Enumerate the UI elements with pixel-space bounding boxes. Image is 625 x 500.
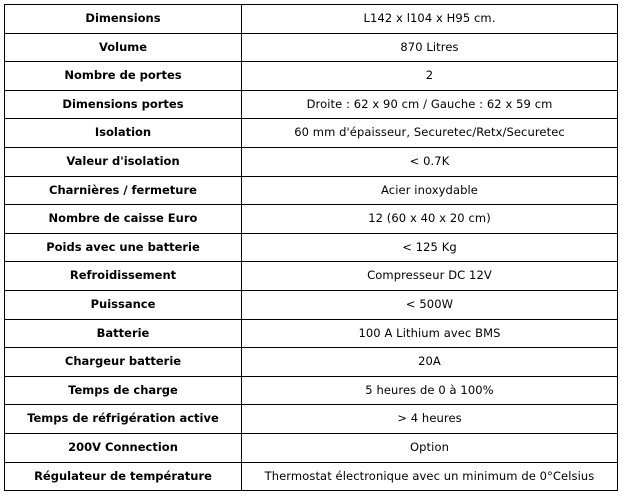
spec-label: Poids avec une batterie: [5, 233, 242, 262]
table-row: [5, 33, 618, 62]
table-row: [5, 119, 618, 148]
spec-value: 5 heures de 0 à 100%: [242, 376, 618, 405]
spec-label: Volume: [5, 33, 242, 62]
spec-table: [4, 4, 618, 491]
table-row: [5, 319, 618, 348]
spec-value: Compresseur DC 12V: [242, 262, 618, 291]
spec-value: Droite : 62 x 90 cm / Gauche : 62 x 59 cm: [242, 90, 618, 119]
spec-value: < 0.7K: [242, 147, 618, 176]
spec-label: Régulateur de température: [5, 462, 242, 491]
spec-label: Dimensions portes: [5, 90, 242, 119]
spec-value: 20A: [242, 348, 618, 377]
spec-value: Option: [242, 433, 618, 462]
table-row: [5, 233, 618, 262]
spec-label: Puissance: [5, 290, 242, 319]
table-row: [5, 62, 618, 91]
spec-value: L142 x l104 x H95 cm.: [242, 5, 618, 34]
spec-value: 60 mm d'épaisseur, Securetec/Retx/Securetec: [242, 119, 618, 148]
spec-label: Isolation: [5, 119, 242, 148]
table-row: [5, 176, 618, 205]
table-row: [5, 5, 618, 34]
table-row: [5, 290, 618, 319]
spec-label: Nombre de caisse Euro: [5, 205, 242, 234]
spec-value: < 125 Kg: [242, 233, 618, 262]
spec-value: < 500W: [242, 290, 618, 319]
table-row: [5, 433, 618, 462]
table-row: [5, 405, 618, 434]
table-row: [5, 205, 618, 234]
table-row: [5, 147, 618, 176]
spec-label: Charnières / fermeture: [5, 176, 242, 205]
spec-label: Valeur d'isolation: [5, 147, 242, 176]
table-row: [5, 262, 618, 291]
spec-label: 200V Connection: [5, 433, 242, 462]
table-row: [5, 376, 618, 405]
spec-value: 2: [242, 62, 618, 91]
spec-value: Thermostat électronique avec un minimum de 0°Celsius: [242, 462, 618, 491]
spec-label: Chargeur batterie: [5, 348, 242, 377]
spec-label: Batterie: [5, 319, 242, 348]
spec-label: Dimensions: [5, 5, 242, 34]
spec-value: 12 (60 x 40 x 20 cm): [242, 205, 618, 234]
spec-value: 870 Litres: [242, 33, 618, 62]
spec-label: Temps de charge: [5, 376, 242, 405]
spec-value: 100 A Lithium avec BMS: [242, 319, 618, 348]
spec-label: Refroidissement: [5, 262, 242, 291]
table-row: [5, 348, 618, 377]
spec-label: Nombre de portes: [5, 62, 242, 91]
table-row: [5, 462, 618, 491]
table-row: [5, 90, 618, 119]
spec-value: > 4 heures: [242, 405, 618, 434]
spec-label: Temps de réfrigération active: [5, 405, 242, 434]
spec-value: Acier inoxydable: [242, 176, 618, 205]
